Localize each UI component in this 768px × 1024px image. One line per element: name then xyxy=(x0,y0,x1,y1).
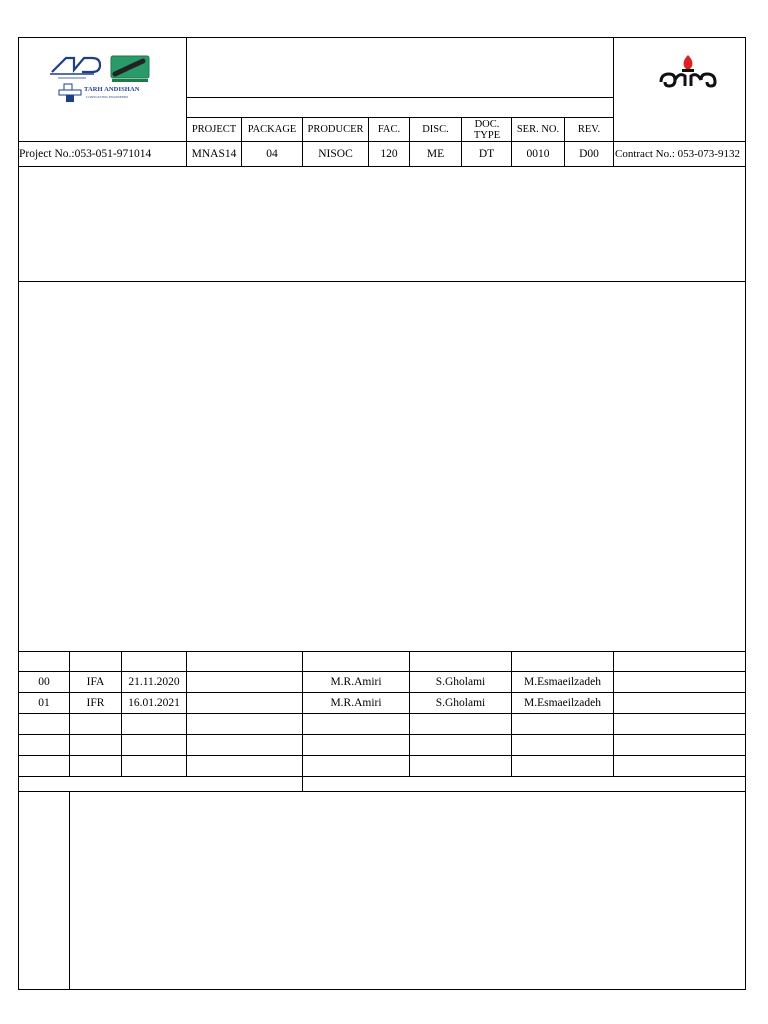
value-doc-type: DT xyxy=(478,147,495,160)
header-mid-line xyxy=(186,97,614,98)
rev-row-line xyxy=(18,734,746,735)
rev-code: IFR xyxy=(86,696,105,709)
col-label-doc-type: DOC. TYPE xyxy=(473,118,501,141)
rev-row-line xyxy=(18,776,746,777)
rev-date: 21.11.2020 xyxy=(128,675,180,688)
tarh-andishan-logo xyxy=(58,83,168,105)
frame-bottom xyxy=(18,989,746,990)
value-ser-no: 0010 xyxy=(526,147,550,160)
body-section-line xyxy=(18,281,746,282)
rev-number: 01 xyxy=(38,696,50,709)
contract-number: Contract No.: 053-073-9132 xyxy=(615,147,740,160)
right-logo-box-left xyxy=(613,37,614,167)
bottom-section-divider xyxy=(69,791,70,990)
col-label-ser-no: SER. NO. xyxy=(516,124,560,135)
col-label-disc: DISC. xyxy=(422,124,449,135)
value-package: 04 xyxy=(266,147,278,160)
rev-col-divider xyxy=(186,651,187,777)
company-logo-nd xyxy=(44,52,102,82)
rev-code: IFA xyxy=(86,675,105,688)
header-bottom-line xyxy=(18,166,746,167)
rev-col-divider xyxy=(121,651,122,777)
value-project: MNAS14 xyxy=(191,147,237,160)
rev-col-divider xyxy=(69,651,70,777)
value-producer: NISOC xyxy=(318,147,353,160)
value-disc: ME xyxy=(426,147,445,160)
rev-number: 00 xyxy=(38,675,50,688)
col-label-rev: REV. xyxy=(577,124,601,135)
project-number: Project No.:053-051-971014 xyxy=(19,147,152,160)
frame-top xyxy=(18,37,746,38)
value-fac: 120 xyxy=(380,147,398,160)
frame-right xyxy=(745,37,746,990)
rev-table-bottom xyxy=(18,791,746,792)
rev-prepared-by: M.R.Amiri xyxy=(330,675,382,688)
rev-checked-by: S.Gholami xyxy=(435,696,486,709)
col-label-package: PACKAGE xyxy=(247,124,297,135)
rev-approved-by: M.Esmaeilzadeh xyxy=(524,696,601,709)
rev-row-line xyxy=(18,755,746,756)
pipe-company-logo xyxy=(110,55,150,85)
rev-col-divider xyxy=(409,651,410,777)
frame-left xyxy=(18,37,19,990)
rev-date: 16.01.2021 xyxy=(128,696,180,709)
rev-col-divider xyxy=(613,651,614,777)
col-label-producer: PRODUCER xyxy=(307,124,364,135)
rev-col-divider xyxy=(511,651,512,777)
company-name: TARH ANDISHAN xyxy=(84,86,140,93)
col-label-fac: FAC. xyxy=(377,124,401,135)
col-label-project: PROJECT xyxy=(191,124,237,135)
rev-checked-by: S.Gholami xyxy=(435,675,486,688)
value-rev: D00 xyxy=(579,147,599,160)
nioc-flame-logo xyxy=(657,52,719,92)
rev-prepared-by: M.R.Amiri xyxy=(330,696,382,709)
rev-table-top xyxy=(18,651,746,652)
company-subtitle: CONSULTING ENGINEERS xyxy=(86,95,129,99)
rev-row-line xyxy=(18,713,746,714)
rev-approved-by: M.Esmaeilzadeh xyxy=(524,675,601,688)
